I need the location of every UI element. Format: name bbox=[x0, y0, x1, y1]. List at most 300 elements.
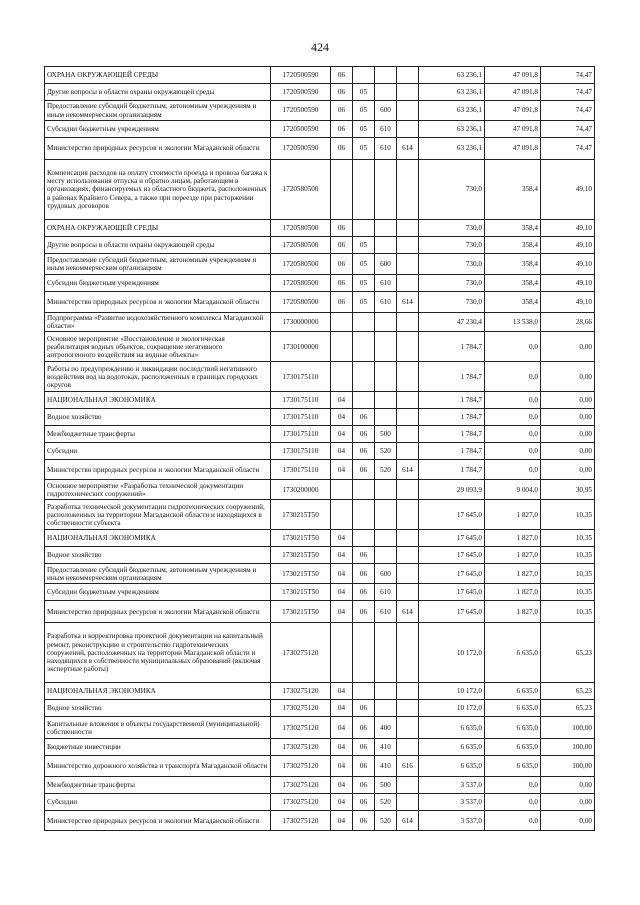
planned-amount-cell: 730,0 bbox=[419, 254, 485, 275]
target-article-cell: 1730215Т50 bbox=[271, 564, 331, 584]
expense-type-cell bbox=[375, 313, 397, 332]
executed-amount-cell: 358,4 bbox=[485, 254, 541, 275]
subsection-cell: 06 bbox=[353, 777, 375, 794]
row-name-cell: Подпрограмма «Развитие водохозяйственного комплекса Магаданской области» bbox=[45, 313, 271, 332]
row-name-cell: Межбюджетные трансферты bbox=[45, 426, 271, 443]
row-name-cell: Министерство природных ресурсов и экологии Магаданской области bbox=[45, 811, 271, 831]
planned-amount-cell: 1 784,7 bbox=[419, 460, 485, 480]
target-article-cell: 1720580500 bbox=[271, 292, 331, 313]
planned-amount-cell: 17 645,0 bbox=[419, 500, 485, 530]
planned-amount-cell: 730,0 bbox=[419, 292, 485, 313]
ministry-code-cell bbox=[397, 717, 419, 739]
target-article-cell: 1720580500 bbox=[271, 237, 331, 254]
row-name-cell: НАЦИОНАЛЬНАЯ ЭКОНОМИКА bbox=[45, 392, 271, 409]
expense-type-cell: 600 bbox=[375, 564, 397, 584]
target-article-cell: 1730215Т50 bbox=[271, 500, 331, 530]
ministry-code-cell: 614 bbox=[397, 138, 419, 160]
expense-type-cell: 410 bbox=[375, 739, 397, 756]
target-article-cell: 1730275120 bbox=[271, 794, 331, 811]
section-cell: 04 bbox=[331, 392, 353, 409]
target-article-cell: 1730100000 bbox=[271, 332, 331, 362]
section-cell: 04 bbox=[331, 739, 353, 756]
table-row bbox=[45, 392, 595, 409]
executed-amount-cell: 0,0 bbox=[485, 811, 541, 831]
section-cell: 04 bbox=[331, 756, 353, 777]
executed-amount-cell: 47 091,8 bbox=[485, 121, 541, 138]
executed-amount-cell: 1 827,0 bbox=[485, 601, 541, 623]
subsection-cell bbox=[353, 683, 375, 700]
row-name-cell: Бюджетные инвестиции bbox=[45, 739, 271, 756]
expense-type-cell bbox=[375, 700, 397, 717]
row-name-cell: Субсидии бюджетным учреждениям bbox=[45, 121, 271, 138]
executed-amount-cell: 6 635,0 bbox=[485, 700, 541, 717]
row-name-cell: Разработка и корректировка проектной документации на капитальный ремонт, реконструкцию и строительство гидротехнических сооружений, расположенных на территории Магаданской области и находящихся в собственности муниципальных образований (включая экспертные работы) bbox=[45, 623, 271, 683]
table-row bbox=[45, 480, 595, 500]
subsection-cell: 06 bbox=[353, 756, 375, 777]
table-row bbox=[45, 84, 595, 101]
planned-amount-cell: 10 172,0 bbox=[419, 700, 485, 717]
expense-type-cell: 610 bbox=[375, 292, 397, 313]
section-cell: 04 bbox=[331, 683, 353, 700]
target-article-cell: 1730200000 bbox=[271, 480, 331, 500]
executed-amount-cell: 47 091,8 bbox=[485, 138, 541, 160]
execution-percent-cell: 0,00 bbox=[541, 777, 595, 794]
execution-percent-cell: 49,10 bbox=[541, 292, 595, 313]
subsection-cell bbox=[353, 332, 375, 362]
target-article-cell: 1730175110 bbox=[271, 426, 331, 443]
execution-percent-cell: 10,35 bbox=[541, 530, 595, 547]
target-article-cell: 1730000000 bbox=[271, 313, 331, 332]
section-cell: 06 bbox=[331, 121, 353, 138]
expense-type-cell: 600 bbox=[375, 254, 397, 275]
row-name-cell: Водное хозяйство bbox=[45, 409, 271, 426]
target-article-cell: 1720500590 bbox=[271, 84, 331, 101]
section-cell: 04 bbox=[331, 794, 353, 811]
expense-type-cell bbox=[375, 623, 397, 683]
target-article-cell: 1720500590 bbox=[271, 67, 331, 84]
table-row bbox=[45, 220, 595, 237]
expense-type-cell bbox=[375, 67, 397, 84]
subsection-cell: 06 bbox=[353, 409, 375, 426]
ministry-code-cell bbox=[397, 409, 419, 426]
executed-amount-cell: 0,0 bbox=[485, 409, 541, 426]
ministry-code-cell bbox=[397, 275, 419, 292]
expense-type-cell bbox=[375, 362, 397, 392]
table-row bbox=[45, 160, 595, 220]
target-article-cell: 1730275120 bbox=[271, 739, 331, 756]
ministry-code-cell bbox=[397, 160, 419, 220]
table-row bbox=[45, 547, 595, 564]
planned-amount-cell: 17 645,0 bbox=[419, 601, 485, 623]
executed-amount-cell: 47 091,8 bbox=[485, 67, 541, 84]
target-article-cell: 1730275120 bbox=[271, 811, 331, 831]
target-article-cell: 1730275120 bbox=[271, 756, 331, 777]
executed-amount-cell: 0,0 bbox=[485, 392, 541, 409]
section-cell: 04 bbox=[331, 530, 353, 547]
section-cell: 06 bbox=[331, 138, 353, 160]
execution-percent-cell: 0,00 bbox=[541, 409, 595, 426]
expense-type-cell: 520 bbox=[375, 811, 397, 831]
expense-type-cell bbox=[375, 683, 397, 700]
planned-amount-cell: 17 645,0 bbox=[419, 584, 485, 601]
planned-amount-cell: 3 537,0 bbox=[419, 794, 485, 811]
table-row bbox=[45, 530, 595, 547]
expense-type-cell: 610 bbox=[375, 121, 397, 138]
table-row bbox=[45, 443, 595, 460]
execution-percent-cell: 0,00 bbox=[541, 332, 595, 362]
executed-amount-cell: 6 635,0 bbox=[485, 683, 541, 700]
planned-amount-cell: 730,0 bbox=[419, 237, 485, 254]
executed-amount-cell: 1 827,0 bbox=[485, 564, 541, 584]
planned-amount-cell: 6 635,0 bbox=[419, 717, 485, 739]
planned-amount-cell: 10 172,0 bbox=[419, 623, 485, 683]
row-name-cell: Субсидии bbox=[45, 794, 271, 811]
ministry-code-cell bbox=[397, 84, 419, 101]
budget-table bbox=[44, 66, 595, 831]
execution-percent-cell: 74,47 bbox=[541, 67, 595, 84]
section-cell bbox=[331, 313, 353, 332]
section-cell: 04 bbox=[331, 426, 353, 443]
target-article-cell: 1720500590 bbox=[271, 138, 331, 160]
ministry-code-cell bbox=[397, 777, 419, 794]
executed-amount-cell: 47 091,8 bbox=[485, 101, 541, 121]
section-cell bbox=[331, 623, 353, 683]
section-cell: 04 bbox=[331, 777, 353, 794]
table-row bbox=[45, 426, 595, 443]
section-cell bbox=[331, 160, 353, 220]
executed-amount-cell: 358,4 bbox=[485, 237, 541, 254]
row-name-cell: Министерство природных ресурсов и экологии Магаданской области bbox=[45, 138, 271, 160]
executed-amount-cell: 6 635,0 bbox=[485, 739, 541, 756]
target-article-cell: 1730175110 bbox=[271, 460, 331, 480]
planned-amount-cell: 63 236,1 bbox=[419, 67, 485, 84]
section-cell: 06 bbox=[331, 84, 353, 101]
subsection-cell bbox=[353, 623, 375, 683]
subsection-cell bbox=[353, 313, 375, 332]
table-row bbox=[45, 683, 595, 700]
expense-type-cell bbox=[375, 84, 397, 101]
section-cell bbox=[331, 332, 353, 362]
subsection-cell: 05 bbox=[353, 254, 375, 275]
row-name-cell: Министерство природных ресурсов и экологии Магаданской области bbox=[45, 601, 271, 623]
table-row bbox=[45, 138, 595, 160]
execution-percent-cell: 74,47 bbox=[541, 138, 595, 160]
planned-amount-cell: 63 236,1 bbox=[419, 121, 485, 138]
subsection-cell: 06 bbox=[353, 426, 375, 443]
section-cell: 06 bbox=[331, 275, 353, 292]
ministry-code-cell bbox=[397, 700, 419, 717]
ministry-code-cell bbox=[397, 121, 419, 138]
table-row bbox=[45, 292, 595, 313]
target-article-cell: 1730275120 bbox=[271, 623, 331, 683]
subsection-cell: 06 bbox=[353, 700, 375, 717]
section-cell bbox=[331, 500, 353, 530]
subsection-cell bbox=[353, 362, 375, 392]
row-name-cell: ОХРАНА ОКРУЖАЮЩЕЙ СРЕДЫ bbox=[45, 67, 271, 84]
subsection-cell: 06 bbox=[353, 794, 375, 811]
ministry-code-cell bbox=[397, 67, 419, 84]
table-row bbox=[45, 756, 595, 777]
planned-amount-cell: 1 784,7 bbox=[419, 362, 485, 392]
planned-amount-cell: 3 537,0 bbox=[419, 777, 485, 794]
ministry-code-cell: 614 bbox=[397, 811, 419, 831]
table-row bbox=[45, 777, 595, 794]
planned-amount-cell: 730,0 bbox=[419, 220, 485, 237]
table-row bbox=[45, 739, 595, 756]
expense-type-cell: 600 bbox=[375, 101, 397, 121]
subsection-cell bbox=[353, 67, 375, 84]
ministry-code-cell bbox=[397, 220, 419, 237]
table-row bbox=[45, 254, 595, 275]
ministry-code-cell bbox=[397, 392, 419, 409]
section-cell: 06 bbox=[331, 67, 353, 84]
row-name-cell: Разработка технической документации гидротехнических сооружений, расположенных на территории Магаданской области и находящихся в собственности субъекта bbox=[45, 500, 271, 530]
expense-type-cell: 500 bbox=[375, 426, 397, 443]
ministry-code-cell bbox=[397, 564, 419, 584]
expense-type-cell: 520 bbox=[375, 460, 397, 480]
subsection-cell bbox=[353, 160, 375, 220]
subsection-cell: 06 bbox=[353, 564, 375, 584]
executed-amount-cell: 1 827,0 bbox=[485, 500, 541, 530]
row-name-cell: Водное хозяйство bbox=[45, 700, 271, 717]
planned-amount-cell: 1 784,7 bbox=[419, 392, 485, 409]
execution-percent-cell: 65,23 bbox=[541, 683, 595, 700]
executed-amount-cell: 0,0 bbox=[485, 362, 541, 392]
row-name-cell: Работы по предупреждению и ликвидации последствий негативного воздействия вод на водотоках, расположенных в границах городских округов bbox=[45, 362, 271, 392]
execution-percent-cell: 74,47 bbox=[541, 121, 595, 138]
ministry-code-cell: 614 bbox=[397, 601, 419, 623]
planned-amount-cell: 47 230,4 bbox=[419, 313, 485, 332]
expense-type-cell bbox=[375, 500, 397, 530]
subsection-cell bbox=[353, 392, 375, 409]
execution-percent-cell: 10,35 bbox=[541, 584, 595, 601]
subsection-cell: 05 bbox=[353, 237, 375, 254]
section-cell: 04 bbox=[331, 717, 353, 739]
ministry-code-cell bbox=[397, 362, 419, 392]
planned-amount-cell: 1 784,7 bbox=[419, 409, 485, 426]
subsection-cell: 05 bbox=[353, 138, 375, 160]
planned-amount-cell: 730,0 bbox=[419, 275, 485, 292]
row-name-cell: Министерство природных ресурсов и экологии Магаданской области bbox=[45, 292, 271, 313]
table-row bbox=[45, 313, 595, 332]
executed-amount-cell: 13 538,0 bbox=[485, 313, 541, 332]
planned-amount-cell: 17 645,0 bbox=[419, 564, 485, 584]
planned-amount-cell: 3 537,0 bbox=[419, 811, 485, 831]
table-row bbox=[45, 700, 595, 717]
section-cell: 04 bbox=[331, 409, 353, 426]
execution-percent-cell: 49,10 bbox=[541, 254, 595, 275]
execution-percent-cell: 0,00 bbox=[541, 811, 595, 831]
expense-type-cell bbox=[375, 530, 397, 547]
planned-amount-cell: 17 645,0 bbox=[419, 547, 485, 564]
table-row bbox=[45, 121, 595, 138]
row-name-cell: Компенсация расходов на оплату стоимости проезда и провоза багажа к месту использования отпуска и обратно лицам, работающим в организациях, финансируемых из областного бюджета, расположенных в районах Крайнего Севера, а также при переезде при расторжении трудовых договоров bbox=[45, 160, 271, 220]
row-name-cell: Министерство дорожного хозяйства и транспорта Магаданской области bbox=[45, 756, 271, 777]
target-article-cell: 1730215Т50 bbox=[271, 547, 331, 564]
table-row bbox=[45, 500, 595, 530]
ministry-code-cell bbox=[397, 254, 419, 275]
planned-amount-cell: 6 635,0 bbox=[419, 756, 485, 777]
table-row bbox=[45, 101, 595, 121]
ministry-code-cell bbox=[397, 313, 419, 332]
row-name-cell: Субсидии бюджетным учреждениям bbox=[45, 584, 271, 601]
expense-type-cell bbox=[375, 480, 397, 500]
target-article-cell: 1730275120 bbox=[271, 777, 331, 794]
row-name-cell: Предоставление субсидий бюджетным, автономным учреждениям и иным некоммерческим организациям bbox=[45, 254, 271, 275]
table-row bbox=[45, 564, 595, 584]
section-cell: 04 bbox=[331, 811, 353, 831]
execution-percent-cell: 0,00 bbox=[541, 362, 595, 392]
expense-type-cell: 610 bbox=[375, 601, 397, 623]
row-name-cell: Министерство природных ресурсов и экологии Магаданской области bbox=[45, 460, 271, 480]
row-name-cell: НАЦИОНАЛЬНАЯ ЭКОНОМИКА bbox=[45, 530, 271, 547]
expense-type-cell: 500 bbox=[375, 777, 397, 794]
expense-type-cell: 610 bbox=[375, 584, 397, 601]
execution-percent-cell: 49,10 bbox=[541, 237, 595, 254]
execution-percent-cell: 10,35 bbox=[541, 601, 595, 623]
subsection-cell: 06 bbox=[353, 739, 375, 756]
executed-amount-cell: 47 091,8 bbox=[485, 84, 541, 101]
section-cell: 04 bbox=[331, 584, 353, 601]
executed-amount-cell: 0,0 bbox=[485, 426, 541, 443]
section-cell: 04 bbox=[331, 460, 353, 480]
row-name-cell: Основное мероприятие «Восстановление и экологическая реабилитация водных объектов, сокращение негативного антропогенного воздействия на водные объекты» bbox=[45, 332, 271, 362]
executed-amount-cell: 6 635,0 bbox=[485, 717, 541, 739]
table-row bbox=[45, 275, 595, 292]
table-row bbox=[45, 362, 595, 392]
execution-percent-cell: 100,00 bbox=[541, 739, 595, 756]
ministry-code-cell: 614 bbox=[397, 292, 419, 313]
target-article-cell: 1730175110 bbox=[271, 443, 331, 460]
execution-percent-cell: 0,00 bbox=[541, 443, 595, 460]
target-article-cell: 1720580500 bbox=[271, 275, 331, 292]
subsection-cell bbox=[353, 480, 375, 500]
target-article-cell: 1720580500 bbox=[271, 254, 331, 275]
target-article-cell: 1730175110 bbox=[271, 392, 331, 409]
row-name-cell: Водное хозяйство bbox=[45, 547, 271, 564]
section-cell: 06 bbox=[331, 237, 353, 254]
row-name-cell: Предоставление субсидий бюджетным, автономным учреждениям и иным некоммерческим организациям bbox=[45, 564, 271, 584]
subsection-cell: 06 bbox=[353, 460, 375, 480]
expense-type-cell bbox=[375, 392, 397, 409]
execution-percent-cell: 100,00 bbox=[541, 756, 595, 777]
planned-amount-cell: 6 635,0 bbox=[419, 739, 485, 756]
page-number: 424 bbox=[311, 40, 329, 54]
executed-amount-cell: 358,4 bbox=[485, 160, 541, 220]
table-row bbox=[45, 811, 595, 831]
executed-amount-cell: 0,0 bbox=[485, 443, 541, 460]
ministry-code-cell bbox=[397, 530, 419, 547]
subsection-cell: 05 bbox=[353, 121, 375, 138]
executed-amount-cell: 0,0 bbox=[485, 794, 541, 811]
section-cell: 06 bbox=[331, 292, 353, 313]
ministry-code-cell bbox=[397, 332, 419, 362]
execution-percent-cell: 10,35 bbox=[541, 547, 595, 564]
execution-percent-cell: 0,00 bbox=[541, 426, 595, 443]
target-article-cell: 1730175110 bbox=[271, 409, 331, 426]
target-article-cell: 1730275120 bbox=[271, 700, 331, 717]
expense-type-cell: 400 bbox=[375, 717, 397, 739]
table-row bbox=[45, 584, 595, 601]
ministry-code-cell: 616 bbox=[397, 756, 419, 777]
subsection-cell: 06 bbox=[353, 601, 375, 623]
execution-percent-cell: 49,10 bbox=[541, 220, 595, 237]
table-body bbox=[45, 67, 595, 831]
row-name-cell: Межбюджетные трансферты bbox=[45, 777, 271, 794]
executed-amount-cell: 1 827,0 bbox=[485, 547, 541, 564]
ministry-code-cell bbox=[397, 547, 419, 564]
ministry-code-cell bbox=[397, 623, 419, 683]
expense-type-cell: 520 bbox=[375, 443, 397, 460]
expense-type-cell: 610 bbox=[375, 275, 397, 292]
executed-amount-cell: 6 635,0 bbox=[485, 623, 541, 683]
expense-type-cell bbox=[375, 409, 397, 426]
execution-percent-cell: 65,23 bbox=[541, 700, 595, 717]
ministry-code-cell bbox=[397, 500, 419, 530]
execution-percent-cell: 74,47 bbox=[541, 84, 595, 101]
executed-amount-cell: 6 635,0 bbox=[485, 756, 541, 777]
expense-type-cell bbox=[375, 160, 397, 220]
executed-amount-cell: 358,4 bbox=[485, 292, 541, 313]
section-cell: 04 bbox=[331, 443, 353, 460]
target-article-cell: 1720580500 bbox=[271, 160, 331, 220]
planned-amount-cell: 1 784,7 bbox=[419, 443, 485, 460]
planned-amount-cell: 29 093,9 bbox=[419, 480, 485, 500]
execution-percent-cell: 100,00 bbox=[541, 717, 595, 739]
expense-type-cell: 610 bbox=[375, 138, 397, 160]
execution-percent-cell: 74,47 bbox=[541, 101, 595, 121]
target-article-cell: 1730175110 bbox=[271, 362, 331, 392]
execution-percent-cell: 10,35 bbox=[541, 564, 595, 584]
subsection-cell: 05 bbox=[353, 275, 375, 292]
expense-type-cell bbox=[375, 332, 397, 362]
section-cell bbox=[331, 362, 353, 392]
execution-percent-cell: 10,35 bbox=[541, 500, 595, 530]
subsection-cell: 05 bbox=[353, 84, 375, 101]
ministry-code-cell bbox=[397, 683, 419, 700]
section-cell: 06 bbox=[331, 220, 353, 237]
planned-amount-cell: 1 784,7 bbox=[419, 426, 485, 443]
table-row bbox=[45, 409, 595, 426]
target-article-cell: 1730215Т50 bbox=[271, 530, 331, 547]
execution-percent-cell: 0,00 bbox=[541, 794, 595, 811]
execution-percent-cell: 0,00 bbox=[541, 392, 595, 409]
executed-amount-cell: 9 004,0 bbox=[485, 480, 541, 500]
executed-amount-cell: 0,0 bbox=[485, 460, 541, 480]
expense-type-cell bbox=[375, 547, 397, 564]
row-name-cell: НАЦИОНАЛЬНАЯ ЭКОНОМИКА bbox=[45, 683, 271, 700]
target-article-cell: 1720580500 bbox=[271, 220, 331, 237]
section-cell: 06 bbox=[331, 254, 353, 275]
section-cell bbox=[331, 480, 353, 500]
subsection-cell: 06 bbox=[353, 717, 375, 739]
target-article-cell: 1720500590 bbox=[271, 101, 331, 121]
ministry-code-cell bbox=[397, 237, 419, 254]
subsection-cell: 06 bbox=[353, 811, 375, 831]
table-row bbox=[45, 67, 595, 84]
subsection-cell bbox=[353, 500, 375, 530]
planned-amount-cell: 63 236,1 bbox=[419, 101, 485, 121]
planned-amount-cell: 63 236,1 bbox=[419, 138, 485, 160]
table-row bbox=[45, 717, 595, 739]
expense-type-cell: 520 bbox=[375, 794, 397, 811]
subsection-cell: 05 bbox=[353, 101, 375, 121]
execution-percent-cell: 49,10 bbox=[541, 275, 595, 292]
executed-amount-cell: 1 827,0 bbox=[485, 530, 541, 547]
target-article-cell: 1730275120 bbox=[271, 683, 331, 700]
ministry-code-cell bbox=[397, 739, 419, 756]
section-cell: 06 bbox=[331, 101, 353, 121]
